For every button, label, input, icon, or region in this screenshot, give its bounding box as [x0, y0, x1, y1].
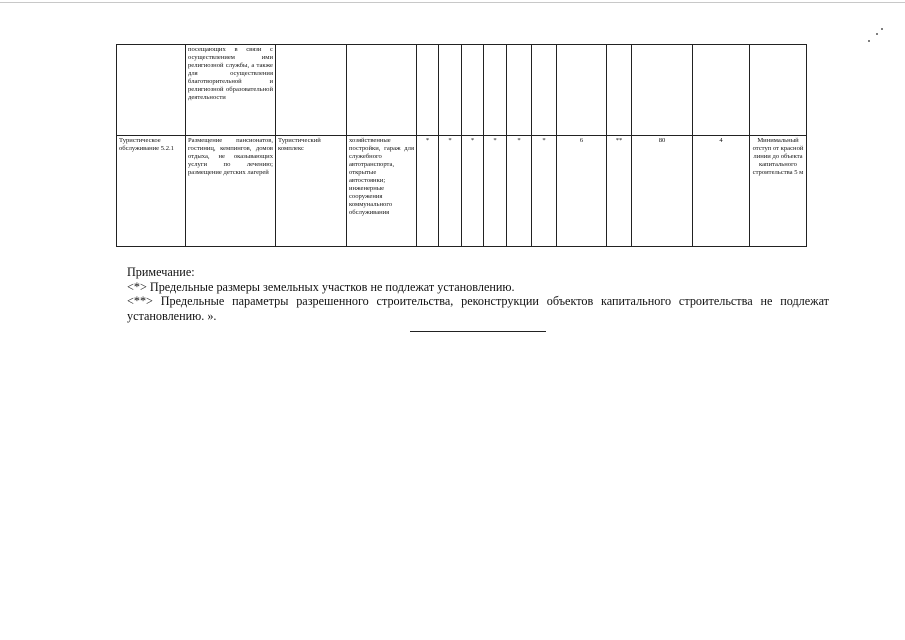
table-cell-restrictions [750, 45, 807, 136]
table-cell-auxiliary-use: хозяйственные постройки, гараж для служебного автотранспорта, открытые автостоянки; инженерные сооружения коммунального обслуживания [347, 136, 417, 247]
table-cell-param [557, 45, 607, 136]
table-cell-param: 4 [693, 136, 750, 247]
table-cell-auxiliary-use [347, 45, 417, 136]
table-cell-param: * [507, 136, 532, 247]
table-cell-param [632, 45, 693, 136]
note-2: <**> Предельные параметры разрешенного строительства, реконструкции объектов капитального строительства не подлежат установлению. ». [127, 294, 829, 323]
table-cell-capital-object: Туристический комплекс [276, 136, 347, 247]
table-cell-param [417, 45, 439, 136]
scan-speck [876, 33, 878, 35]
page-top-edge [0, 2, 905, 3]
scan-speck [868, 40, 870, 42]
table-cell-param [484, 45, 507, 136]
land-use-table [116, 44, 807, 247]
table-cell-description: Размещение пансионатов, гостиниц, кемпингов, домов отдыха, не оказывающих услуги по лечению; размещение детских лагерей [186, 136, 276, 247]
table-cell-param [693, 45, 750, 136]
note-1: <*> Предельные размеры земельных участков не подлежат установлению. [127, 279, 515, 294]
table-cell-param: * [462, 136, 484, 247]
table-cell-description: посещающих в связи с осуществлением ими религиозной службы, а также для осуществления благотворительной и религиозной образовательной деятельности [186, 45, 276, 136]
notes-block [127, 265, 829, 323]
table-cell-restrictions: Минимальный отступ от красной линии до объекта капитального строительства 5 м [750, 136, 807, 247]
notes-heading: Примечание: [127, 265, 195, 279]
table-cell-param [532, 45, 557, 136]
table-row [117, 45, 807, 136]
table-cell-permitted-use: Туристическое обслуживание 5.2.1 [117, 136, 186, 247]
table-cell-param: ** [607, 136, 632, 247]
table-cell-param: 6 [557, 136, 607, 247]
table-cell-param [607, 45, 632, 136]
table-row [117, 136, 807, 247]
table-cell-capital-object [276, 45, 347, 136]
table-cell-param [507, 45, 532, 136]
table-cell-param [439, 45, 462, 136]
table-cell-param: * [439, 136, 462, 247]
end-separator-line [410, 331, 546, 332]
scan-speck [881, 28, 883, 30]
table-cell-param: 80 [632, 136, 693, 247]
table-cell-permitted-use [117, 45, 186, 136]
table-cell-param [462, 45, 484, 136]
table-cell-param: * [532, 136, 557, 247]
table-cell-param: * [417, 136, 439, 247]
table-cell-param: * [484, 136, 507, 247]
